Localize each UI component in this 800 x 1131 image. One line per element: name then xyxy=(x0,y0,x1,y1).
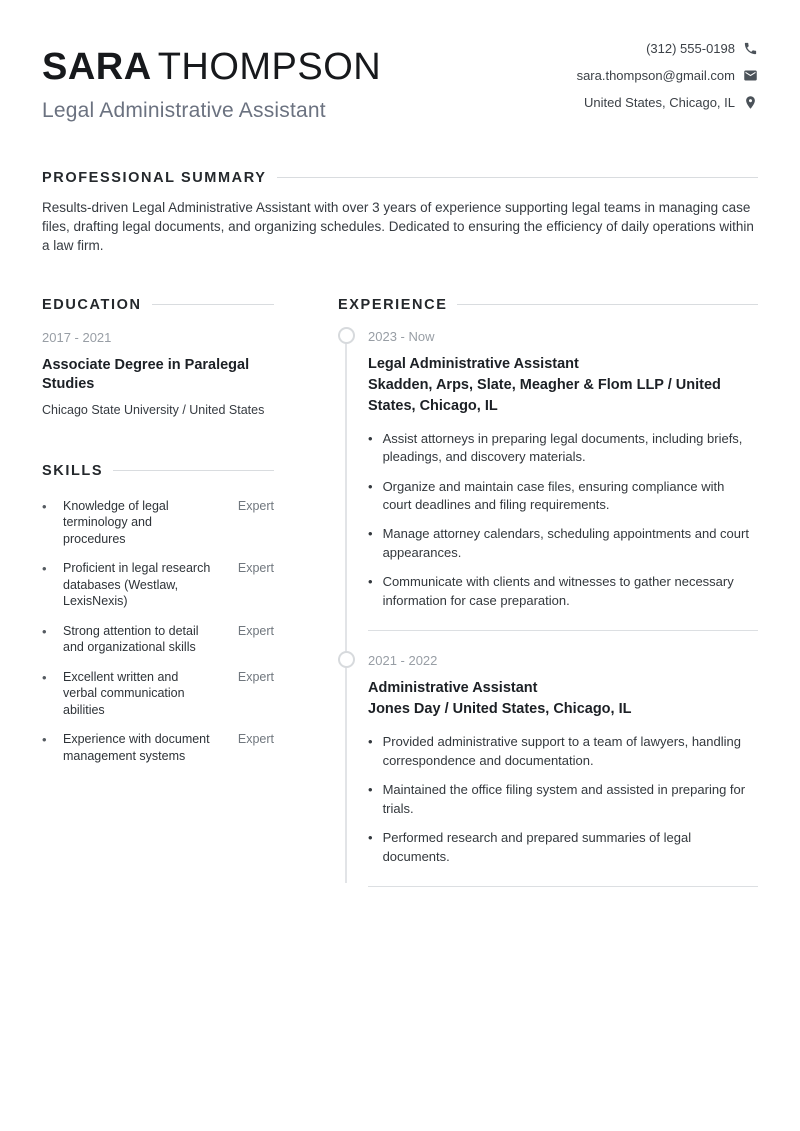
skills-section xyxy=(42,463,274,765)
education-heading-row xyxy=(42,297,274,313)
phone-icon xyxy=(743,41,758,56)
education-dates: 2017 - 2021 xyxy=(42,329,112,345)
person-name xyxy=(42,48,381,88)
education-degree: Associate Degree in Paralegal Studies xyxy=(42,356,250,393)
education-section xyxy=(42,297,274,417)
envelope-icon xyxy=(743,68,758,83)
bullet-icon: • xyxy=(42,623,47,639)
summary-heading-row xyxy=(42,170,758,186)
email-address: sara.thompson@gmail.com xyxy=(576,68,735,83)
bullet-icon: • xyxy=(368,734,373,750)
summary-text: Results-driven Legal Administrative Assistant with over 3 years of experience supporting legal teams in managing case files, drafting legal documents, and organizing schedules. Dedicated to ensuring the efficiency of daily operations within a law firm. xyxy=(42,199,754,253)
experience-section xyxy=(338,297,758,887)
skill-item xyxy=(42,669,274,719)
contact-phone xyxy=(577,41,758,56)
bullet-icon: • xyxy=(42,732,47,748)
experience-heading: EXPERIENCE xyxy=(338,296,448,313)
bullet-icon: • xyxy=(368,430,373,446)
skill-item xyxy=(42,498,274,548)
bullet-icon: • xyxy=(368,478,373,494)
contact-email xyxy=(577,68,758,83)
skill-name: Experience with document management systems xyxy=(63,732,210,763)
experience-job-title: Legal Administrative Assistant xyxy=(368,355,579,372)
experience-bullet xyxy=(368,829,758,866)
bullet-icon: • xyxy=(368,526,373,542)
timeline-dot-icon xyxy=(338,651,355,668)
skills-heading: SKILLS xyxy=(42,462,104,479)
experience-item xyxy=(338,653,758,887)
left-column xyxy=(42,297,274,887)
experience-dates: 2021 - 2022 xyxy=(368,653,438,669)
experience-job-title: Administrative Assistant xyxy=(368,680,538,697)
experience-company: Jones Day / United States, Chicago, IL xyxy=(368,701,632,718)
skill-item xyxy=(42,623,274,656)
first-name: SARA xyxy=(42,46,152,88)
heading-divider xyxy=(152,304,274,305)
experience-dates: 2023 - Now xyxy=(368,328,435,344)
skill-level: Expert xyxy=(237,669,274,684)
bullet-icon: • xyxy=(42,561,47,577)
heading-divider xyxy=(277,177,758,178)
contact-location xyxy=(577,95,758,110)
education-heading: EDUCATION xyxy=(42,296,142,313)
bullet-text: Organize and maintain case files, ensuring compliance with court deadlines and filing requirements. xyxy=(382,478,725,512)
experience-bullets xyxy=(368,733,758,866)
skills-heading-row xyxy=(42,463,274,479)
experience-bullet xyxy=(368,733,758,770)
experience-company: Skadden, Arps, Slate, Meagher & Flom LLP / United States, Chicago, IL xyxy=(368,376,721,414)
experience-item xyxy=(338,329,758,632)
right-column xyxy=(338,297,758,887)
skill-level: Expert xyxy=(237,498,274,513)
experience-bullets xyxy=(368,430,758,611)
entry-divider xyxy=(368,630,758,631)
skill-list xyxy=(42,498,274,765)
bullet-icon: • xyxy=(42,498,47,514)
identity-block xyxy=(42,36,381,123)
bullet-text: Manage attorney calendars, scheduling appointments and court appearances. xyxy=(382,526,749,560)
job-title: Legal Administrative Assistant xyxy=(42,98,326,122)
experience-list xyxy=(338,329,758,887)
bullet-text: Assist attorneys in preparing legal documents, including briefs, pleadings, and discovery materials. xyxy=(382,430,743,465)
skill-level: Expert xyxy=(237,732,274,747)
content-columns xyxy=(42,297,758,887)
summary-heading: PROFESSIONAL SUMMARY xyxy=(42,169,267,186)
header xyxy=(42,36,758,123)
skill-name: Strong attention to detail and organizational skills xyxy=(63,623,199,655)
bullet-icon: • xyxy=(368,574,373,590)
skill-level: Expert xyxy=(237,623,274,638)
location-pin-icon xyxy=(743,95,758,110)
summary-section xyxy=(42,170,758,256)
skill-name: Excellent written and verbal communication abilities xyxy=(63,669,185,717)
experience-bullet xyxy=(368,430,758,467)
heading-divider xyxy=(457,304,758,305)
skill-level: Expert xyxy=(237,561,274,576)
skill-name: Proficient in legal research databases (Westlaw, LexisNexis) xyxy=(63,561,211,609)
location-text: United States, Chicago, IL xyxy=(583,95,735,110)
experience-bullet xyxy=(368,478,758,515)
heading-divider xyxy=(113,470,274,471)
bullet-text: Provided administrative support to a team of lawyers, handling correspondence and documentation. xyxy=(382,734,741,768)
skill-item xyxy=(42,560,274,610)
bullet-icon: • xyxy=(368,782,373,798)
entry-divider xyxy=(368,886,758,887)
bullet-icon: • xyxy=(368,830,373,846)
bullet-text: Communicate with clients and witnesses to gather necessary information for case preparation. xyxy=(382,574,734,608)
experience-heading-row xyxy=(338,297,758,313)
skill-name: Knowledge of legal terminology and procedures xyxy=(63,498,169,546)
contact-info xyxy=(577,36,758,110)
education-school: Chicago State University / United States xyxy=(42,402,265,417)
phone-number: (312) 555-0198 xyxy=(646,41,735,56)
timeline-dot-icon xyxy=(338,327,355,344)
experience-bullet xyxy=(368,781,758,818)
last-name: THOMPSON xyxy=(157,46,382,88)
experience-bullet xyxy=(368,573,758,610)
skill-item xyxy=(42,731,274,764)
bullet-text: Performed research and prepared summaries of legal documents. xyxy=(382,830,692,864)
experience-bullet xyxy=(368,525,758,562)
bullet-text: Maintained the office filing system and assisted in preparing for trials. xyxy=(382,782,746,816)
bullet-icon: • xyxy=(42,669,47,685)
